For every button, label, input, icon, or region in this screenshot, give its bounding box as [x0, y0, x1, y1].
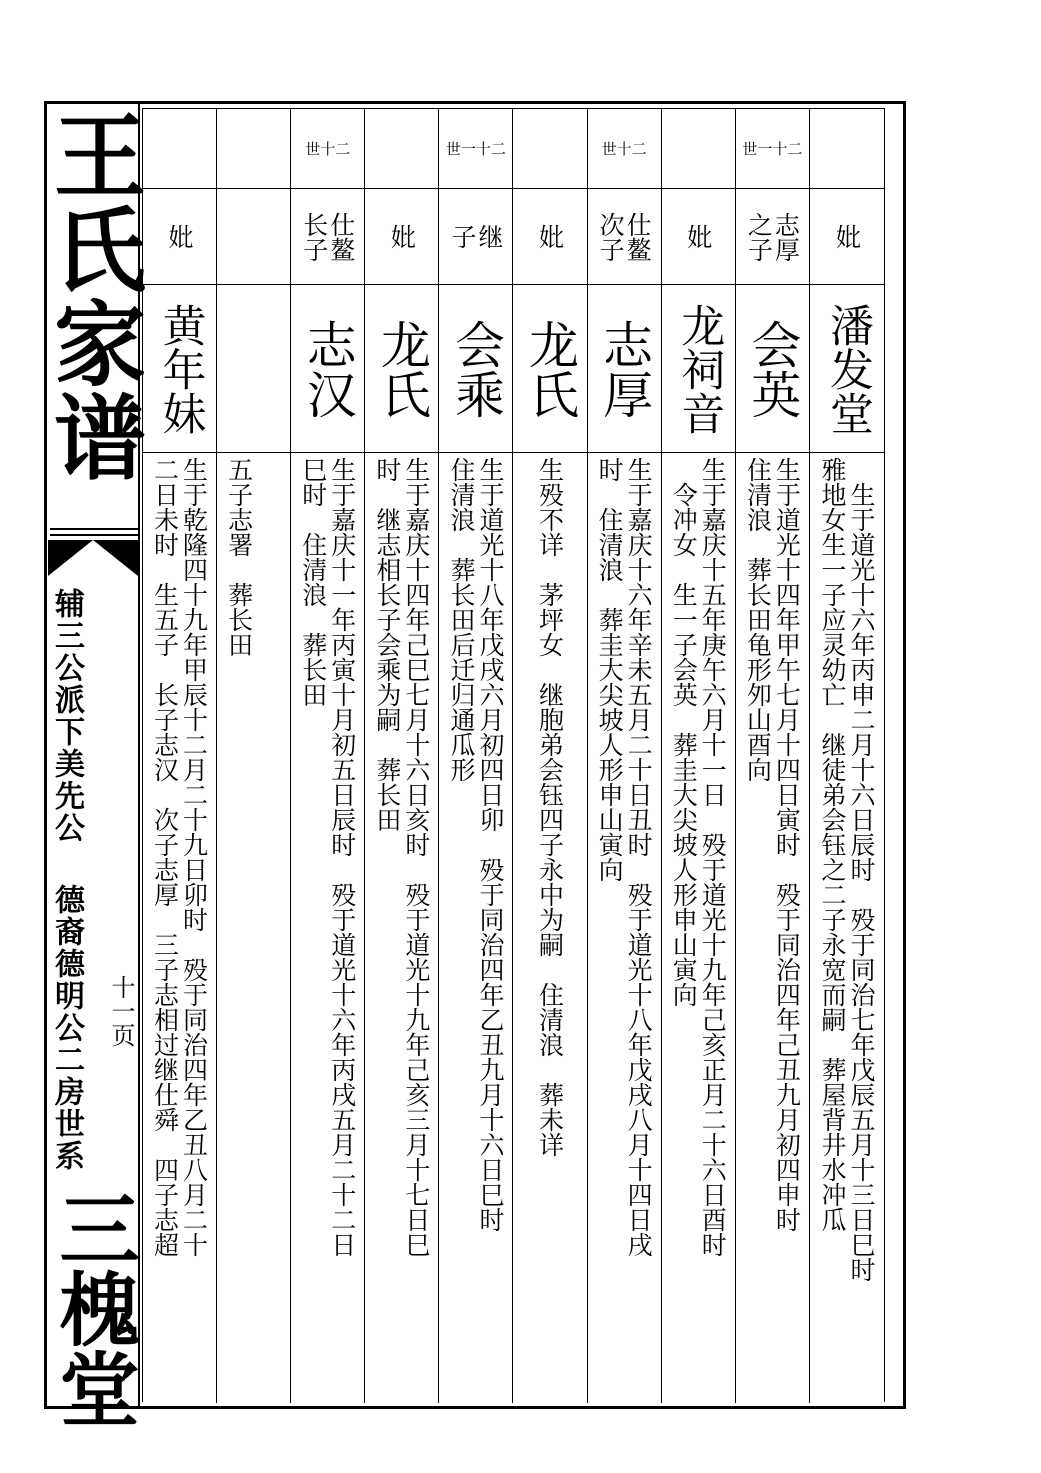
relation-cell: [588, 189, 662, 285]
biography-cell: [217, 453, 291, 1403]
biography-cell: [810, 453, 884, 1403]
relation-cell: [513, 189, 587, 285]
generation-label: 世一十二: [445, 140, 506, 158]
genealogy-table: [142, 108, 885, 1402]
page-number: 十一页: [107, 975, 135, 1047]
person-name: 志厚: [595, 318, 654, 419]
biography-cell: [365, 453, 439, 1403]
name-cell: [291, 285, 365, 453]
person-name: 黄年妹: [154, 302, 206, 435]
relation-label: 妣: [387, 224, 417, 249]
relation-cell: [439, 189, 513, 285]
generation-cell: [810, 109, 884, 189]
biography-cell: [513, 453, 587, 1403]
relation-label: 妣: [165, 224, 195, 249]
name-cell: [810, 285, 884, 453]
name-cell: [143, 285, 217, 453]
generation-cell: [736, 109, 810, 189]
branch-part-2: 德裔德明公二房世系: [49, 884, 84, 1172]
generation-cell: [217, 109, 291, 189]
biography-text: 生于乾隆四十九年甲辰十二月二十九日卯时 殁于同治四年乙丑八月二十 二日未时 生五子 长子志汉 次子志厚 三子志相过继仕舜 四子志超: [150, 457, 209, 1257]
person-name: 潘发堂: [821, 302, 873, 435]
generation-cell: [662, 109, 736, 189]
relation-label: 仕鳌 长子: [299, 211, 356, 262]
name-cell: [217, 285, 291, 453]
biography-cell: [291, 453, 365, 1403]
branch-lineage: [49, 588, 88, 1288]
biography-text: 生于道光十六年丙申二月十六日辰时 殁于同治七年戊辰五月十三日巳时 雅地女生一子应灵幼亡 继徒弟会钰之二子永宽而嗣 葬屋背井水冲瓜: [817, 457, 876, 1282]
relation-label: 妣: [683, 224, 713, 249]
generation-cell: [588, 109, 662, 189]
person-name: 龙氏: [372, 318, 431, 419]
relation-label: 志厚 之子: [744, 211, 801, 262]
generation-label: 世十二: [601, 140, 647, 158]
hall-name: [46, 1188, 140, 1428]
biography-text: 五子志署 葬长田: [224, 457, 254, 657]
relation-label: 仕鳌 次子: [596, 211, 653, 262]
relation-cell: [217, 189, 291, 285]
biography-text: 生于嘉庆十一年丙寅十月初五日辰时 殁于道光十六年丙戌五月二十二日 巳时 住清浪 葬长田: [298, 457, 357, 1257]
relation-label: 继 子: [447, 224, 504, 249]
person-name: 会乘: [446, 318, 505, 419]
name-cell: [736, 285, 810, 453]
name-cell: [365, 285, 439, 453]
name-cell: [439, 285, 513, 453]
generation-cell: [143, 109, 217, 189]
name-cell: [513, 285, 587, 453]
generation-label: 世十二: [305, 140, 351, 158]
name-cell: [662, 285, 736, 453]
biography-cell: [143, 453, 217, 1403]
biography-text: 生于嘉庆十四年己巳七月十六日亥时 殁于道光十九年己亥三月十七日巳 时 继志相长子会乘为嗣 葬长田: [372, 457, 431, 1257]
biography-cell: [439, 453, 513, 1403]
relation-cell: [662, 189, 736, 285]
biography-text: 生于道光十八年戊戌六月初四日卯 殁于同治四年乙丑九月十六日巳时 住清浪 葬长田后迁归通瓜形: [446, 457, 505, 1232]
relation-cell: [143, 189, 217, 285]
relation-cell: [291, 189, 365, 285]
hall-name-text: 三槐堂: [46, 1188, 140, 1428]
biography-text: 生于道光十四年甲午七月十四日寅时 殁于同治四年己丑九月初四申时 住清浪 葬长田龟形夘山酉向: [743, 457, 802, 1232]
biography-cell: [736, 453, 810, 1403]
title-divider-bottom: [50, 534, 138, 536]
relation-cell: [736, 189, 810, 285]
person-name: 龙祠音: [673, 302, 725, 435]
genealogy-title: [39, 108, 147, 528]
relation-label: 妣: [832, 224, 862, 249]
title-divider-top: [50, 528, 138, 530]
name-cell: [588, 285, 662, 453]
relation-cell: [810, 189, 884, 285]
generation-cell: [365, 109, 439, 189]
biography-text: 生殁不详 茅坪女 继胞弟会钰四子永中为嗣 住清浪 葬未详: [535, 457, 565, 1157]
generation-label: 世一十二: [742, 140, 803, 158]
generation-cell: [513, 109, 587, 189]
person-name: 龙氏: [521, 318, 580, 419]
branch-part-1: 辅三公派下美先公: [49, 588, 84, 844]
person-name: 会英: [743, 318, 802, 419]
genealogy-title-text: 王氏家谱: [39, 108, 147, 484]
biography-text: 生于嘉庆十五年庚午六月十一日 殁于道光十九年己亥正月二十六日酉时 令冲女 生一子会英 葬圭大尖坡人形申山寅向: [669, 457, 728, 1257]
biography-cell: [662, 453, 736, 1403]
person-name: 志汉: [298, 318, 357, 419]
relation-label: 妣: [535, 224, 565, 249]
biography-cell: [588, 453, 662, 1403]
generation-cell: [291, 109, 365, 189]
relation-cell: [365, 189, 439, 285]
generation-cell: [439, 109, 513, 189]
biography-text: 生于嘉庆十六年辛未五月二十日丑时 殁于道光十八年戊戌八月十四日戌 时 住清浪 葬圭大尖坡人形申山寅向: [595, 457, 654, 1257]
